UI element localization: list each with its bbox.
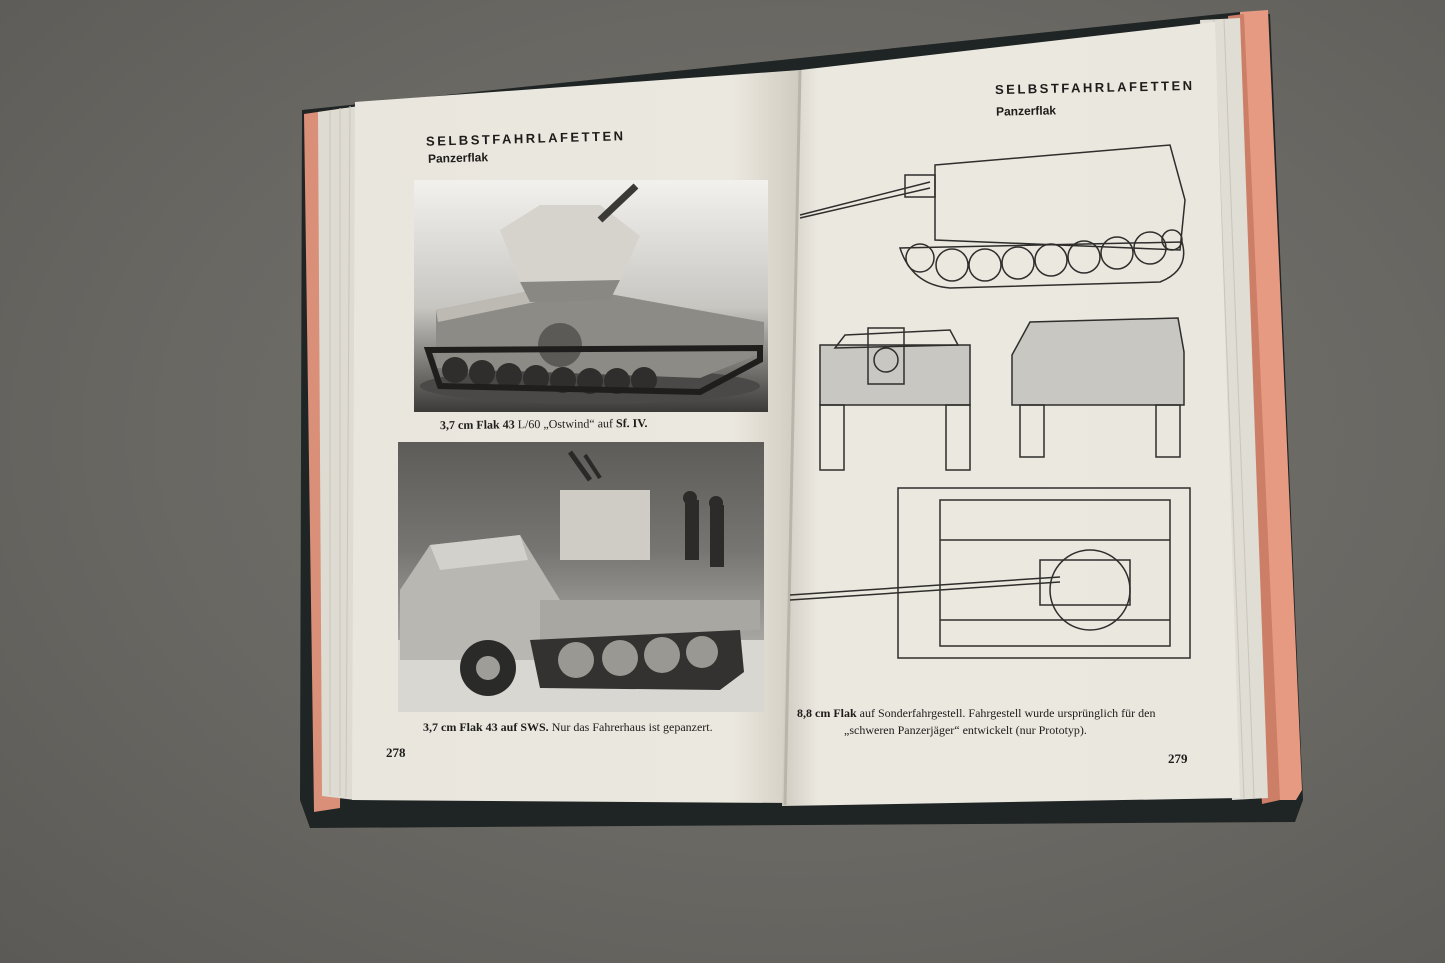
right-page xyxy=(782,22,1240,806)
right-caption-line1-rest: auf Sonderfahrgestell. Fahrgestell wurde ursprünglich für den xyxy=(859,706,1156,720)
top-photo-caption xyxy=(440,415,648,434)
left-page-number: 278 xyxy=(386,745,406,760)
left-sub-head: Panzerflak xyxy=(427,150,489,166)
right-caption-bold: 8,8 cm Flak xyxy=(797,706,857,720)
top-photo-caption-bold-a: 3,7 cm Flak 43 xyxy=(439,417,515,433)
right-sub-head: Panzerflak xyxy=(995,103,1057,119)
right-page-number: 279 xyxy=(1168,751,1188,766)
bottom-photo-caption-bold: 3,7 cm Flak 43 auf SWS. xyxy=(423,720,549,734)
right-running-head: SELBSTFAHRLAFETTEN xyxy=(994,77,1195,98)
right-caption-line1 xyxy=(797,705,1155,722)
top-photo-caption-bold-b: Sf. IV. xyxy=(615,415,648,431)
left-running-head: SELBSTFAHRLAFETTEN xyxy=(425,128,626,149)
photo-sws-halftrack xyxy=(398,442,764,712)
bottom-photo-caption xyxy=(423,719,713,736)
top-photo-caption-mid: L/60 „Ostwind“ auf xyxy=(517,416,614,432)
right-caption xyxy=(797,705,1155,739)
bottom-photo-caption-rest: Nur das Fahrerhaus ist gepanzert. xyxy=(551,720,713,734)
photo-ostwind-tank xyxy=(414,180,768,412)
right-caption-line2: „schweren Panzerjäger“ entwickelt (nur Prototyp). xyxy=(844,723,1087,737)
